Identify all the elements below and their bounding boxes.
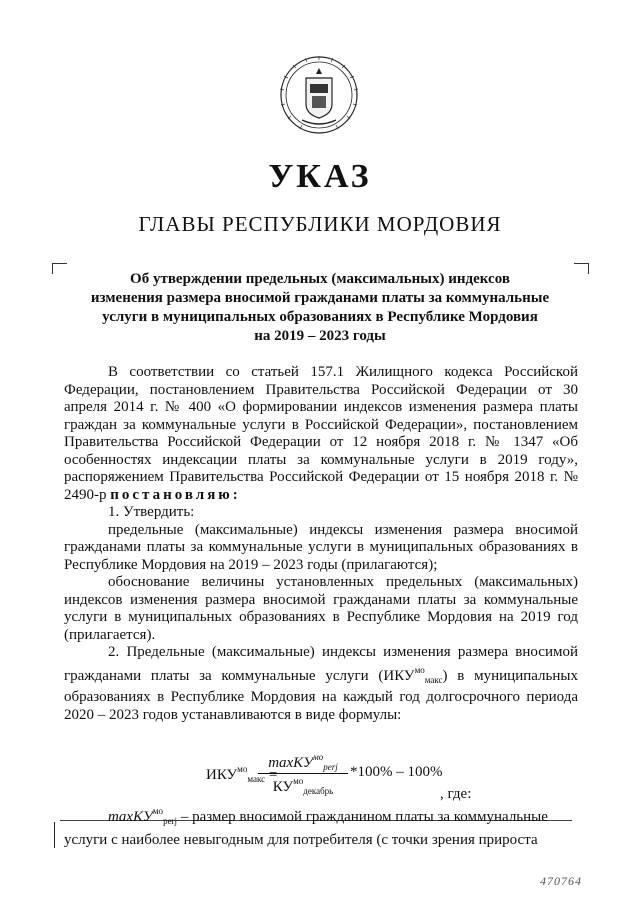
item-2-end: ) в муниципальных образованиях в Республике Мордовия на каждый год долгосрочного периода 2020 – 2023 годов устанавливаются в виде формулы: — [64, 667, 578, 723]
document-serial-number: 470764 — [540, 874, 582, 888]
term-symbol: maxКУ — [108, 809, 153, 825]
formula-num-text: maxКУ — [268, 755, 314, 771]
heading-line: услуги в муниципальных образованиях в Республике Мордовия — [102, 309, 538, 325]
formula-rest: *100% – 100% — [350, 764, 443, 780]
fraction-bar — [258, 773, 348, 774]
decree-word: постановляю: — [110, 486, 241, 503]
document-body — [64, 364, 578, 724]
formula-numerator — [258, 752, 348, 772]
bracket-top-left — [52, 263, 67, 274]
heading-line: Об утверждении предельных (максимальных) индексов — [130, 271, 510, 287]
formula-num-sup: мо — [313, 752, 324, 762]
term-sub: perj — [163, 816, 178, 826]
decree-heading — [82, 270, 558, 346]
item-2 — [64, 644, 578, 724]
term-text: – размер вносимой гражданином платы за коммунальные услуги с наиболее невыгодным для потребителя (с точки зрения прироста — [64, 809, 548, 848]
formula-equals: = — [268, 767, 278, 783]
preamble-text: В соответствии со статьей 157.1 Жилищного кодекса Российской Федерации, постановлением Правительства Российской Федерации от 30 апреля 2014 г. № 400 «О формировании индексов изменения размера платы граждан за коммунальные услуги в Российской Федерации», постановлением Правительства Российской Федерации от 12 ноября 2018 г. № 1347 «Об особенностях индексации платы за коммунальные услуги в 2019 году», распоряжением Правительства Российской Федерации от 15 ноября 2018 г. № 2490-р — [64, 364, 578, 503]
bracket-top-right — [574, 263, 589, 274]
formula-den-sup: мо — [293, 776, 304, 786]
heading-line: изменения размера вносимой гражданами платы за коммунальные — [90, 290, 550, 306]
document-subtitle: ГЛАВЫ РЕСПУБЛИКИ МОРДОВИЯ — [138, 212, 502, 236]
left-margin-bar — [54, 822, 55, 848]
coat-of-arms-icon — [278, 54, 360, 136]
heading-line: на 2019 – 2023 годы — [254, 328, 386, 344]
formula-num-sub: perj — [323, 762, 338, 772]
inline-index-sub: макс — [424, 674, 443, 685]
formula-denominator — [258, 776, 348, 796]
item-2-start: 2. Предельные (максимальные) индексы изменения размера вносимой гражданами платы за коммунальные услуги ( — [64, 644, 578, 684]
term-sup: мо — [152, 806, 164, 816]
item-1-a: предельные (максимальные) индексы изменения размера вносимой гражданами платы за коммунальные услуги в муниципальных образованиях в Республике Мордовия на 2019 – 2023 годы (прилагаются); — [64, 521, 578, 573]
formula-fraction — [258, 752, 348, 796]
item-1: 1. Утвердить: — [108, 504, 195, 520]
formula-lhs-text: ИКУ — [206, 767, 238, 783]
where-label: , где: — [440, 786, 472, 802]
document-title: УКАЗ — [268, 158, 372, 195]
formula-lhs-sup: мо — [237, 764, 248, 774]
formula-den-text: КУ — [272, 779, 294, 795]
formula-den-sub: декабрь — [303, 786, 334, 796]
item-1-b: обоснование величины установленных предельных (максимальных) индексов изменения размера вносимой гражданами платы за коммунальные услуги в муниципальных образованиях в Республике Мордовия на 2019 год (прилагается). — [64, 574, 578, 643]
preamble-paragraph — [64, 364, 578, 504]
term-definition — [64, 802, 578, 850]
formula-lhs-sub: макс — [247, 774, 266, 784]
inline-index-sup: мо — [414, 664, 425, 675]
inline-index: ИКУ — [383, 667, 415, 684]
